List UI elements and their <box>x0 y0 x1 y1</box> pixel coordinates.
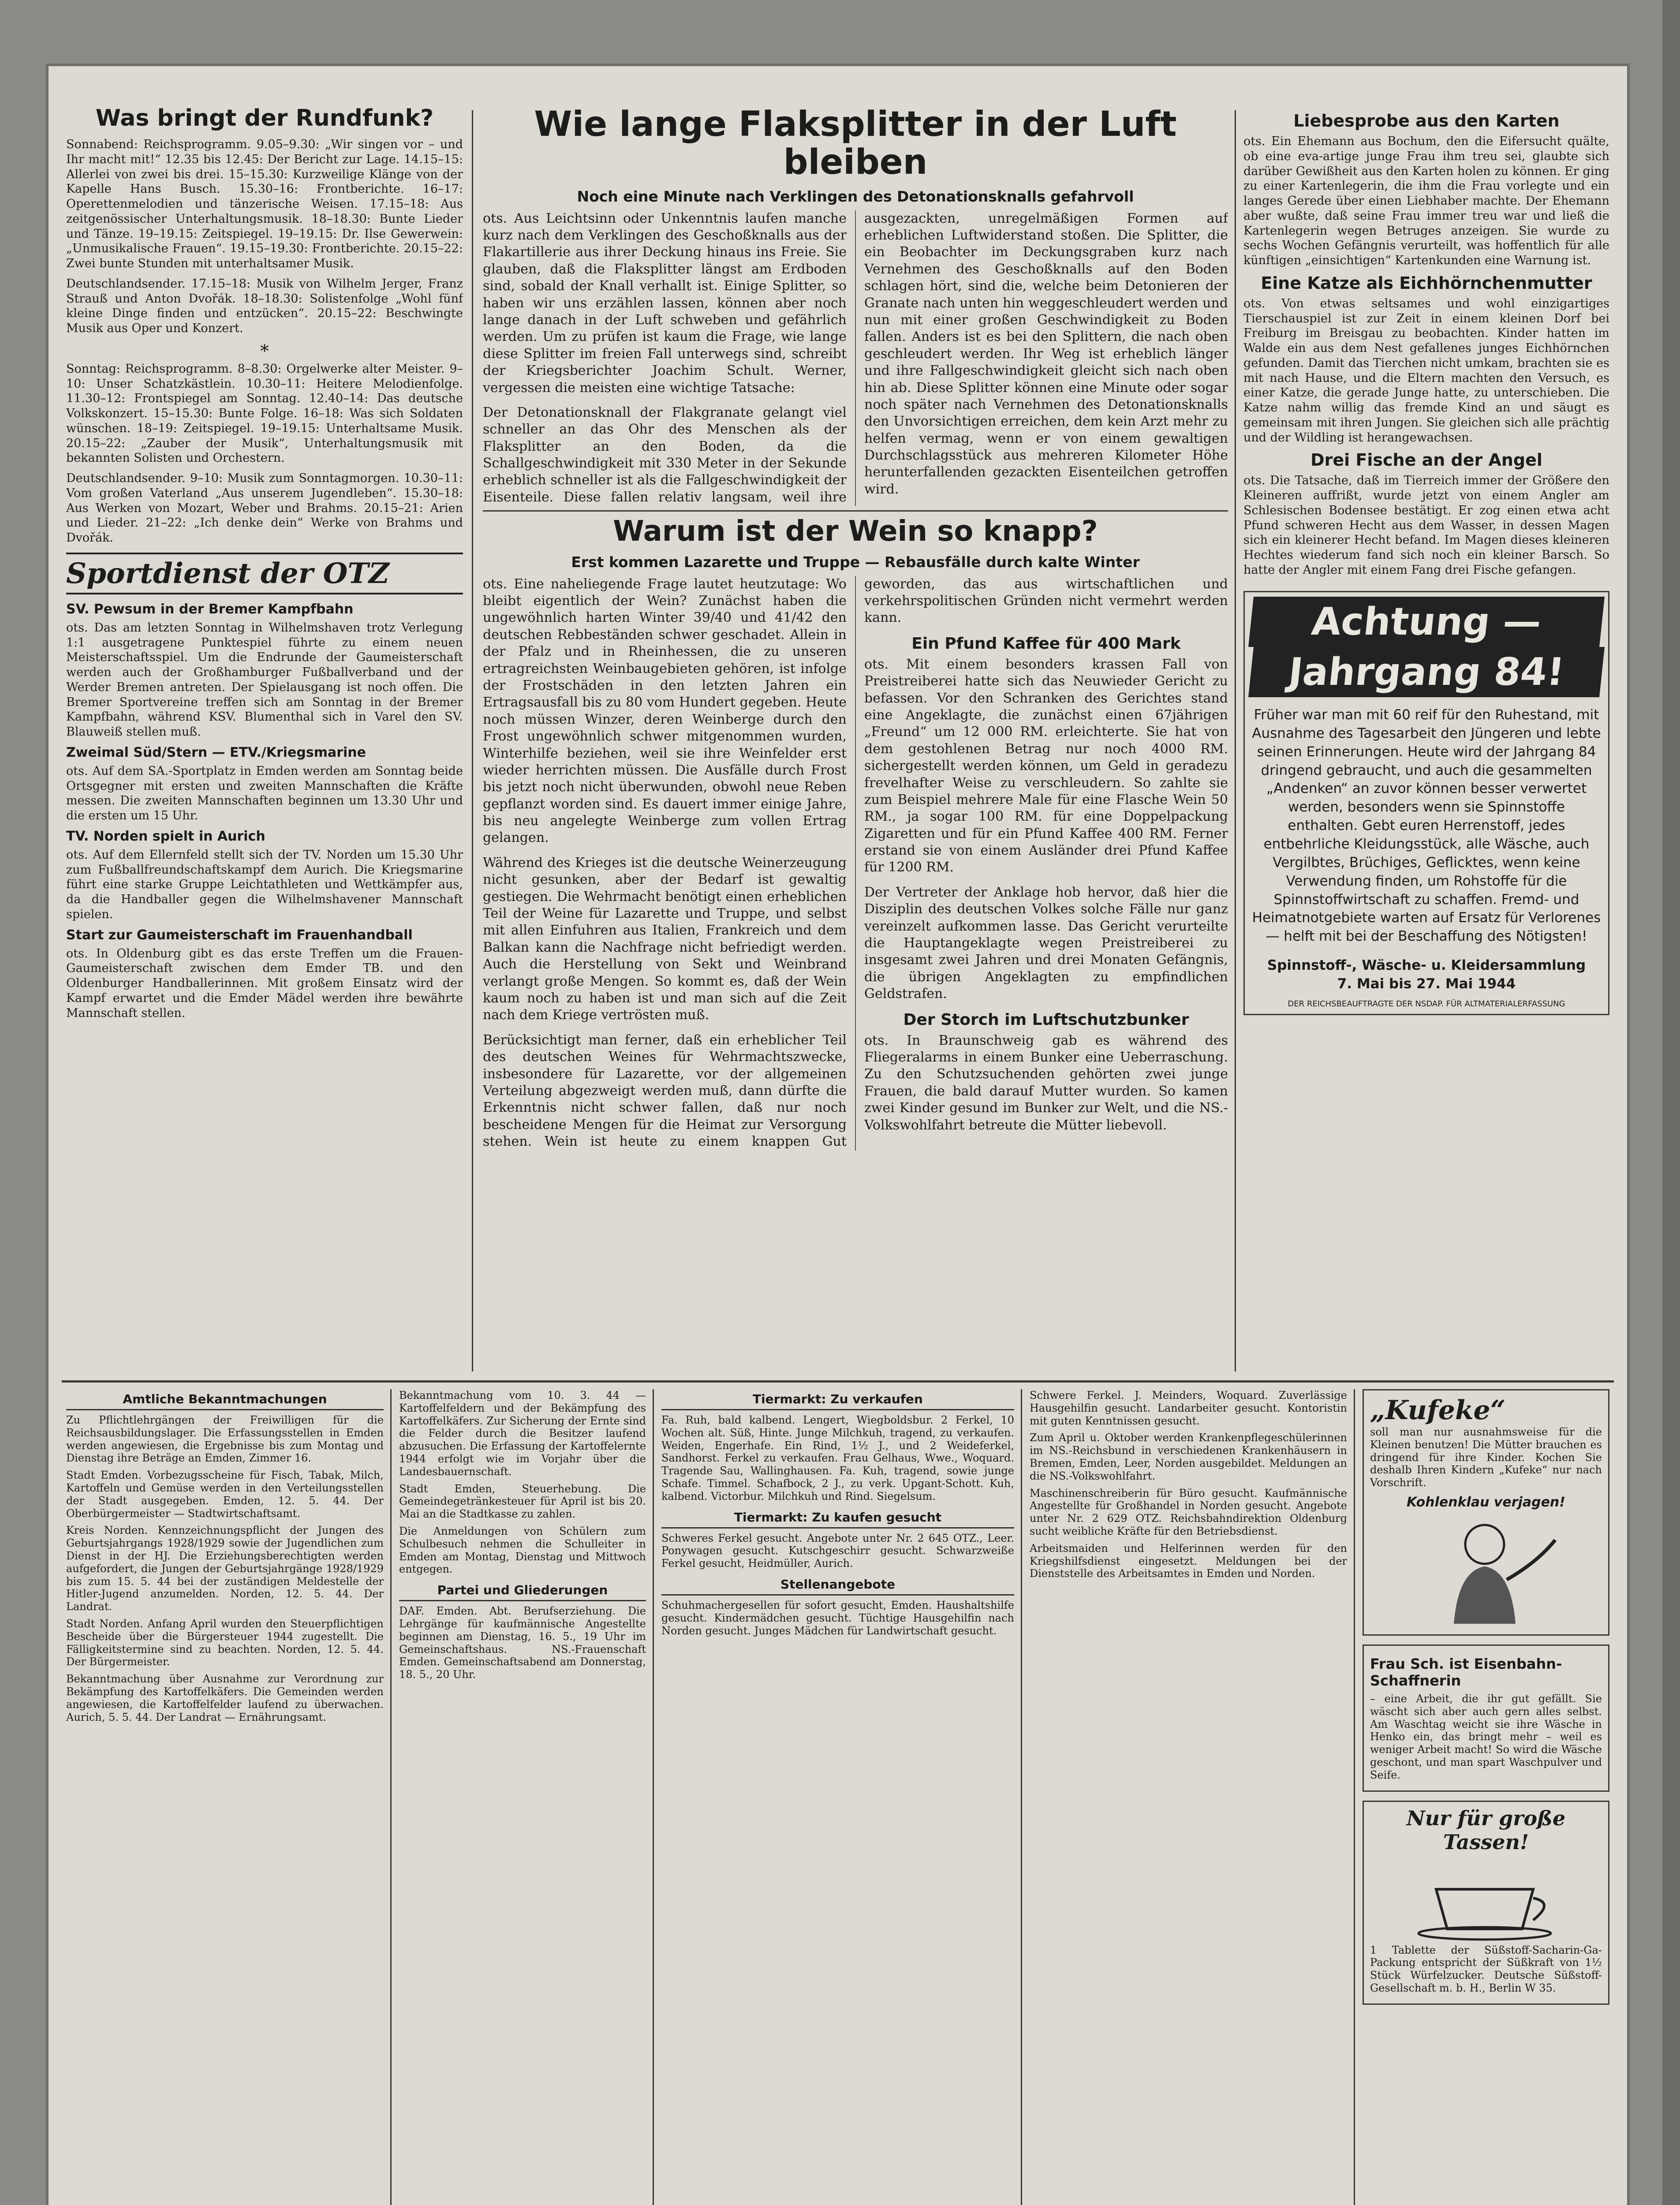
separator-star: * <box>260 341 269 362</box>
wein-paragraph: ots. Eine naheliegende Frage lautet heutzutage: Wo bleibt eigentlich der Wein? Zunächst haben die ungewöhnlich harten Winter 39/40 und 41/42 den deutschen Rebbeständen schwer geschadet. Allein in der Pfalz und in Rheinhessen, die zu unseren ertragreichsten Weinbaugebieten gehören, ist infolge der Frostschäden in den letzten Jahren ein Ertragsausfall bis zu 80 vom Hundert gegeben. Heute noch müssen Winzer, deren Weinberge durch den Frost ungewöhnlich schwer mitgenommen wurden, Winterhilfe beziehen, weil sie ihre Weinfelder erst wieder herrichten müssen. Die Ausfälle durch Frost bis jetzt noch nicht überwunden, obwohl neue Reben gepflanzt worden sind. Es dauert immer einige Jahre, bis neu angelegte Weinberge zum vollen Ertrag gelangen. <box>483 576 847 846</box>
flak-paragraph: Der Detonationsknall der Flakgranate gelangt viel schneller an das Ohr des Menschen als der Flaksplitter an den Boden, da die Schallgeschwindigkeit mit 330 Meter in der Sekunde erheblich schneller ist als die Fallgeschwindigkeit der Eisenteile. Diese fallen relativ langsam, weil ihre ausgezackten, unregelmäßigen Formen auf erheblichen Luftwiderstand stoßen. Die Splitter, die ein Beobachter im Deckungsgraben kurz nach Vernehmen des Geschoßknalls auf den Boden schlagen hört, sind die, welche beim Detonieren der Granate nach unten hin weggeschleudert werden und nun mit einer großen Geschwindigkeit zu Boden fallen. Anders ist es bei den Splittern, die nach oben geschleudert werden. Ihr Weg ist erheblich länger und ihre Fallgeschwindigkeit gleicht sich nach oben hin ab. Diese Splitter können eine Minute oder sogar noch später nach Vernehmen des Detonationsknalls den Unvorsichtigen erreichen, dem kein Arzt mehr zu helfen vermag, wenn er von einem gewaltigen Durchschlagsstück aus mehreren Kilometer Höhe herunterfallenden gezackten Eisenteilchen getroffen wird. <box>483 210 1228 505</box>
cup-illustration-icon <box>1370 1854 1599 1942</box>
wein-headline: Warum ist der Wein so knapp? <box>613 515 1098 548</box>
stellen-header: Stellenangebote <box>661 1574 1014 1596</box>
tiermarkt-header: Tiermarkt: Zu verkaufen <box>661 1389 1014 1410</box>
lower-columns <box>483 516 1228 1150</box>
stellen-paragraph: Schwere Ferkel. J. Meinders, Woquard. Zuverlässige Hausgehilfin gesucht. Landarbeiter gesucht. Kontoristin mit guten Kenntnissen gesucht. <box>1030 1389 1347 1427</box>
sport-heading: TV. Norden spielt in Aurich <box>66 828 265 844</box>
woman-illustration-icon <box>1370 1514 1599 1628</box>
kaffee-headline: Ein Pfund Kaffee für 400 Mark <box>911 634 1181 653</box>
stellen-paragraph: Arbeitsmaiden und Helferinnen werden für den Kriegshilfsdienst eingesetzt. Meldungen bei der Dienststelle des Arbeitsamtes in Emden und Norden. <box>1030 1542 1347 1580</box>
henko-text: – eine Arbeit, die ihr gut gefällt. Sie wäscht sich aber auch gern alles selbst. Am Waschtag weicht sie ihre Wäsche in Henko ein, das bringt mehr – weil es weniger Arbeit macht! So wird die Wäsche geschont, und man spart Waschpulver und Seife. <box>1370 1692 1602 1781</box>
amtlich2-paragraph: Stadt Emden, Steuerhebung. Die Gemeindegetränkesteuer für April ist bis 20. Mai an die Stadtkasse zu zahlen. <box>399 1482 646 1521</box>
kaffee-paragraph: Der Vertreter der Anklage hob hervor, daß hier die Disziplin des deutschen Volkes solche Fälle nur ganz vereinzelt aufkommen lasse. Das Gericht verurteilte die Hauptangeklagte wegen Preistreiberei zu insgesamt zwei Jahren und drei Monaten Gefängnis, die übrigen Angeklagten zu empfindlichen Geldstrafen. <box>864 884 1228 1002</box>
sport-heading: Zweimal Süd/Stern — ETV./Kriegsmarine <box>66 744 366 760</box>
radio-headline: Was bringt der Rundfunk? <box>95 106 434 131</box>
kufeke-slogan: Kohlenklau verjagen! <box>1407 1494 1565 1510</box>
column-ads <box>1363 1389 1609 2205</box>
amtlich-paragraph: Stadt Emden. Vorbezugsscheine für Fisch, Tabak, Milch, Kartoffeln und Gemüse werden in den Verteilungsstellen der Stadt ausgegeben. Emden, 12. 5. 44. Der Oberbürgermeister — Stadtwirtschaftsamt. <box>66 1469 384 1520</box>
stellen-paragraph: Maschinenschreiberin für Büro gesucht. Kaufmännische Angestellte für Großhandel in Norden gesucht. Angebote unter Nr. 2 629 OTZ. Reichsbahndirektion Oldenburg sucht weibliche Kräfte für den Betriebsdienst. <box>1030 1487 1347 1537</box>
column-radio-sport <box>66 106 463 1398</box>
ad-suessstoff <box>1363 1801 1609 2005</box>
ad-henko <box>1363 1644 1609 1792</box>
ad-dates: 7. Mai bis 27. Mai 1944 <box>1337 975 1516 992</box>
sport-paragraph: ots. Das am letzten Sonntag in Wilhelmshaven trotz Verlegung 1:1 ausgetragene Punktespiel führte zu einem neuen Meisterschaftsspiel. Um die Endrunde der Gaumeisterschaft werden auch der Großhamburger Fußballverband und der Werder Bremen antreten. Der Spielausgang ist noch offen. Die Bremer Sportvereine treffen sich am Sonntag in der Bremer Kampfbahn, während KSV. Blumenthal sich in Varel den SV. Blauweiß stellen muß. <box>66 620 463 739</box>
sport-heading: SV. Pewsum in der Bremer Kampfbahn <box>66 601 354 617</box>
ad-achtung <box>1243 591 1609 1016</box>
tiermarkt-paragraph: Fa. Ruh, bald kalbend. Lengert, Wiegboldsbur. 2 Ferkel, 10 Wochen alt. Süß, Hinte. Junge Milchkuh, tragend, zu verkaufen. Weiden, Engerhafe. Ein Rind, 1½ J., und 2 Weideferkel, Sandhorst. Ferkel zu verkaufen. Frau Gelhaus, Wwe., Woquard. Tragende Sau, Wallinghausen. Fa. Kuh, tragend, sowie junge Schafe. Timmel. Schafbock, 2 J., zu verk. Upgant-Schott. Kuh, kalbend. Victorbur. Milchkuh und Rind. Siegelsum. <box>661 1414 1014 1502</box>
page-edge <box>1662 0 1680 2205</box>
column-rule <box>1021 1389 1022 2205</box>
stellen-paragraph: Schuhmachergesellen für sofort gesucht, Emden. Haushaltshilfe gesucht. Kindermädchen gesucht. Tüchtige Hausgehilfin nach Norden gesucht. Junges Mädchen für Landwirtschaft gesucht. <box>661 1599 1014 1637</box>
tassen-text: 1 Tablette der Süßstoff-Sacharin-Ga-Packung entspricht der Süßkraft von 1½ Stück Würfelzucker. Deutsche Süßstoff-Gesellschaft m. b. H., Berlin W 35. <box>1370 1943 1602 1994</box>
column-amtlich-2 <box>399 1389 646 2205</box>
amtlich2-paragraph: Die Anmeldungen von Schülern zum Schulbesuch nehmen die Schulleiter in Emden am Montag, Dienstag und Mittwoch entgegen. <box>399 1525 646 1576</box>
radio-paragraph: Deutschlandsender. 9–10: Musik zum Sonntagmorgen. 10.30–11: Vom großen Vaterland „Aus unserem Jugendleben“. 15.30–18: Aus Werken von Mozart, Weber und Brahms. 20.15–21: Arien und Lieder. 21–22: „Ich denke dein“ Werke von Brahms und Dvořák. <box>66 471 463 545</box>
column-stellen <box>1030 1389 1347 2205</box>
tiermarkt-paragraph: Schweres Ferkel gesucht. Angebote unter Nr. 2 645 OTZ., Leer. Ponywagen gesucht. Kutschgeschirr gesucht. Schwarzweiße Ferkel gesucht, Heidmüller, Aurich. <box>661 1532 1014 1570</box>
fische-headline: Drei Fische an der Angel <box>1310 450 1542 470</box>
ad-footer: DER REICHSBEAUFTRAGTE DER NSDAP. FÜR ALTMATERIALERFASSUNG <box>1288 999 1565 1009</box>
ad-achtung-text: Früher war man mit 60 reif für den Ruhestand, mit Ausnahme des Tagesarbeit den Jüngeren und lebte seinen Erinnerungen. Heute wird der Jahrgang 84 dringend gebraucht, und auch die gesammelten „Andenken“ an zuvor können besser verwertet werden, besonders wenn sie Spinnstoffe enthalten. Gebt euren Herrenstoff, jedes entbehrliche Kleidungsstück, alle Wäsche, auch Vergilbtes, Brüchiges, Geflicktes, wenn keine Verwendung finden, um Rohstoffe für die Spinnstoffwirtschaft zu schaffen. Fremd- und Heimatnotgebiete warten auf Ersatz für Verlorenes — helft mit bei der Beschaffung des Nötigsten! <box>1252 707 1601 945</box>
kufeke-logo: „Kufeke“ <box>1370 1395 1506 1426</box>
amtlich2-paragraph: Bekanntmachung vom 10. 3. 44 — Kartoffelfeldern und der Bekämpfung des Kartoffelkäfers. Zur Sicherung der Ernte sind die Felder durch die Besitzer laufend abzusuchen. Die Erfassung der Kartoffelernte 1944 erfolgt wie im Vorjahr über die Landesbauernschaft. <box>399 1389 646 1478</box>
amtlich-paragraph: Bekanntmachung über Ausnahme zur Verordnung zur Bekämpfung des Kartoffelkäfers. Die Gemeinden werden angewiesen, die Kartoffelfelder laufend zu überwachen. Aurich, 5. 5. 44. Der Landrat — Ernährungsamt. <box>66 1673 384 1723</box>
fische-paragraph: ots. Die Tatsache, daß im Tierreich immer der Größere den Kleineren auffrißt, wurde jetzt von einem Angler am Schlesischen Bodensee bestätigt. Er zog einen etwa acht Pfund schweren Hecht aus dem Wasser, in dessen Magen sich ein kleinerer Hecht befand. Im Magen dieses kleineren Hechtes wiederum fand sich noch ein kleiner Barsch. So hatte der Angler mit einem Fang drei Fische gefangen. <box>1243 474 1609 577</box>
sport-paragraph: ots. Auf dem Ellernfeld stellt sich der TV. Norden um 15.30 Uhr zum Fußballfreundschaftskampf dem Aurich. Die Kriegsmarine führt eine starke Gruppe Leichtathleten und Wettkämpfer aus, da die Handballer gegen die Wilhelmshavener Mannschaft spielen. <box>66 848 463 921</box>
wein-paragraph: Berücksichtigt man ferner, daß ein erheblicher Teil des deutschen Weines für Wehrmachtszwecke, insbesondere für Lazarette, vor der allgemeinen Verteilung abgezweigt werden muß, dann dürfte die Erkenntnis nicht schwer fallen, daß nur noch bescheidene Mengen für die Heimat zur Versorgung stehen. Wein ist heute zu einem knappen Gut geworden, das aus wirtschaftlichen und verkehrspolitischen Gründen nicht vermehrt werden kann. <box>483 576 1228 1150</box>
henko-title: Frau Sch. ist Eisenbahn-Schaffnerin <box>1370 1655 1562 1689</box>
katze-headline: Eine Katze als Eichhörnchenmutter <box>1261 273 1592 293</box>
column-rule <box>472 110 473 1372</box>
liebe-headline: Liebesprobe aus den Karten <box>1293 111 1560 131</box>
column-rule <box>1235 110 1236 1372</box>
tiermarkt-gesucht-header: Tiermarkt: Zu kaufen gesucht <box>661 1507 1014 1529</box>
radio-paragraph: Deutschlandsender. 17.15–18: Musik von Wilhelm Jerger, Franz Strauß und Anton Dvořák. 18–18.30: Solistenfolge „Wohl fünf kleine Dinge finden und entzücken“. 20.15–22: Beschwingte Musik aus Oper und Konzert. <box>66 277 463 336</box>
partei-header: Partei und Gliederungen <box>399 1580 646 1601</box>
column-right <box>1243 106 1609 1385</box>
flak-columns <box>483 210 1228 506</box>
newspaper-page <box>49 66 1627 2205</box>
flak-paragraph: ots. Aus Leichtsinn oder Unkenntnis laufen manche kurz nach dem Verklingen des Geschoßknalls aus der Flakartillerie aus ihrer Deckung hinaus ins Freie. Sie glauben, daß die Flaksplitter längst am Erdboden sind, sobald der Knall verhallt ist. Einige Splitter, so haben wir uns erzählen lassen, können aber noch lange danach in der Luft schweben und gefährlich werden. Um zu prüfen ist kaum die Frage, wie lange diese Splitter im freien Fall unterwegs sind, schreibt der Kriegsberichter Joachim Schult. Werner, vergessen die meisten eine wichtige Tatsache: <box>483 210 847 396</box>
section-rule <box>483 510 1228 512</box>
ad-sammlung: Spinnstoff-, Wäsche- u. Kleidersammlung <box>1267 957 1586 974</box>
sport-paragraph: ots. Auf dem SA.-Sportplatz in Emden werden am Sonntag beide Ortsgegner mit ersten und zweiten Mannschaften die Kräfte messen. Die zweiten Mannschaften beginnen um 13.30 Uhr und die ersten um 15 Uhr. <box>66 764 463 823</box>
partei-paragraph: DAF. Emden. Abt. Berufserziehung. Die Lehrgänge für kaufmännische Angestellte beginnen am Dienstag, 16. 5., 19 Uhr im Gemeinschaftshaus. NS.-Frauenschaft Emden. Gemeinschaftsabend am Donnerstag, 18. 5., 20 Uhr. <box>399 1605 646 1681</box>
column-rule <box>1354 1389 1355 2205</box>
kaffee-paragraph: ots. Mit einem besonders krassen Fall von Preistreiberei hatte sich das Neuwieder Gericht zu befassen. Vor den Schranken des Gerichtes stand eine Angeklagte, die zunächst einen 67jährigen „Freund“ um 12 000 RM. erleichterte. Sie hat von dem gestohlenen Betrag nur noch 4000 RM. sichergestellt werden können, um Geld in geradezu frevelhafter Weise zu verschleudern. So zahlte sie zum Beispiel mehrere Male für eine Flasche Wein 50 RM., ja sogar 100 RM. für eine Doppelpackung Zigaretten und für ein Pfund Kaffee 400 RM. Ferner erstand sie von einem Ausländer drei Pfund Kaffee für 1200 RM. <box>864 656 1228 875</box>
storch-paragraph: ots. In Braunschweig gab es während des Fliegeralarms in einem Bunker eine Ueberraschung. Zu den Schutzsuchenden gehörten zwei junge Frauen, die bald darauf Mutter wurden. So kamen zwei Kinder gesund im Bunker zur Welt, und die NS.-Volkswohlfahrt betreute die Mütter liebevoll. <box>864 1032 1228 1133</box>
tassen-title: Nur für große Tassen! <box>1406 1806 1566 1854</box>
flak-subtitle: Noch eine Minute nach Verklingen des Detonationsknalls gefahrvoll <box>577 187 1134 205</box>
column-tiermarkt <box>661 1389 1014 2205</box>
wein-subtitle: Erst kommen Lazarette und Truppe — Rebausfälle durch kalte Winter <box>571 553 1140 571</box>
column-rule <box>653 1389 654 2205</box>
amtlich-header: Amtliche Bekanntmachungen <box>66 1389 384 1410</box>
amtlich-paragraph: Kreis Norden. Kennzeichnungspflicht der Jungen des Geburtsjahrgangs 1928/1929 sowie der Jugendlichen zum Dienst in der HJ. Die Erziehungsberechtigten werden aufgefordert, die Jungen der Geburtsjahrgänge 1928/1929 bis zum 15. 5. 44 bei der zuständigen Meldestelle der Hitler-Jugend anzumelden. Norden, 12. 5. 44. Der Landrat. <box>66 1524 384 1613</box>
amtlich-paragraph: Zu Pflichtlehrgängen der Freiwilligen für die Reichsausbildungslager. Die Erfassungsstellen in Emden werden angewiesen, die Ergebnisse bis zum Montag und Dienstag ihre Beträge an Emden, Zimmer 16. <box>66 1414 384 1465</box>
radio-paragraph: Sonnabend: Reichsprogramm. 9.05–9.30: „Wir singen vor – und Ihr macht mit!“ 12.35 bis 12.45: Der Bericht zur Lage. 14.15–15: Allerlei von zwei bis drei. 15–15.30: Kurzweilige Klänge von der Kapelle Hans Busch. 15.30–16: Frontberichte. 16–17: Operettenmelodien und tänzerische Weisen. 17.15–18: Aus zeitgenössischer Unterhaltungsmusik. 18–18.30: Bunte Lieder und Tänze. 19–19.15: Zeitspiegel. 19–19.15: Dr. Ilse Gewerwein: „Unmusikalische Frauen“. 19.15–19.30: Frontberichte. 20.15–22: Zwei bunte Stunden mit unterhaltsamer Musik. <box>66 138 463 271</box>
wein-paragraph: Während des Krieges ist die deutsche Weinerzeugung nicht gesunken, aber der Bedarf ist gewaltig gestiegen. Die Wehrmacht benötigt einen erheblichen Teil der Weine für Lazarette und Truppe, und selbst mit allen Einfuhren aus Italien, Frankreich und dem Balkan kann die Nachfrage nicht befriedigt werden. Auch die Herstellung von Sekt und Weinbrand verlangt große Mengen. So kommt es, daß der Wein kaum noch zu haben ist und man sich auf die Zeit nach dem Kriege vertrösten muß. <box>483 855 847 1023</box>
column-amtlich <box>66 1389 384 2205</box>
ad-kufeke <box>1363 1389 1609 1636</box>
liebe-paragraph: ots. Ein Ehemann aus Bochum, den die Eifersucht quälte, ob eine eva-artige junge Frau ihm treu sei, glaubte sich darüber Gewißheit aus den Karten holen zu können. Er ging zu einer Kartenlegerin, die ihm die Frau vorlegte und ein langes Gerede über einen Liebhaber machte. Der Ehemann aber wußte, daß seine Frau immer treu war und ließ die Kartenlegerin wegen Betruges anzeigen. Sie wurde zu sechs Wochen Gefängnis verurteilt, was hoffentlich für alle künftigen „einsichtigen“ Kartenkunden eine Warnung ist. <box>1243 135 1609 267</box>
katze-paragraph: ots. Von etwas seltsames und wohl einzigartiges Tierschauspiel ist zur Zeit in einem kleinen Dorf bei Freiburg im Breisgau zu beobachten. Kinder hatten im Walde ein aus dem Nest gefallenes junges Eichhörnchen gefunden. Damit das Tierchen nicht umkam, brachten sie es mit nach Hause, und die Eltern machten den Versuch, es einer Katze, die gerade Junge hatte, zu unterschieben. Die Katze nahm willig das fremde Kind an und säugt es gemeinsam mit ihren Jungen. Sie gleichen sich alle prächtig und der Wildling ist herangewachsen. <box>1243 296 1609 445</box>
radio-paragraph: Sonntag: Reichsprogramm. 8–8.30: Orgelwerke alter Meister. 9–10: Unser Schatzkästlein. 10.30–11: Heitere Melodienfolge. 11.30–12: Frontspiegel am Sonntag. 12.40–14: Das deutsche Volkskonzert. 15–15.30: Bunte Folge. 16–18: Was sich Soldaten wünschen. 18–19: Zeitspiegel. 19–19.15: Unterhaltsame Musik. 20.15–22: „Zauber der Musik“, Unterhaltungsmusik mit bekannten Solisten und Orchestern. <box>66 362 463 465</box>
ad-achtung-title-1: Achtung — <box>1248 597 1605 647</box>
storch-headline: Der Storch im Luftschutzbunker <box>903 1010 1189 1029</box>
sport-heading: Start zur Gaumeisterschaft im Frauenhandball <box>66 927 413 943</box>
column-rule <box>390 1389 392 2205</box>
sport-paragraph: ots. In Oldenburg gibt es das erste Treffen um die Frauen-Gaumeisterschaft zwischen dem Emder TB. und den Oldenburger Handballerinnen. Mit großem Einsatz wird der Kampf erwartet und die Emder Mädel werden ihre bewährte Mannschaft stellen. <box>66 946 463 1020</box>
sportdienst-banner: Sportdienst der OTZ <box>66 553 463 594</box>
ad-achtung-title-2: Jahrgang 84! <box>1248 647 1605 697</box>
kufeke-text: soll man nur ausnahmsweise für die Kleinen benutzen! Die Mütter brauchen es dringend für ihre Kinder. Kochen Sie deshalb Ihren Kindern „Kufeke“ nur nach Vorschrift. <box>1370 1426 1602 1489</box>
amtlich-paragraph: Stadt Norden. Anfang April wurden den Steuerpflichtigen Bescheide über die Bürgersteuer 1944 zugestellt. Die Fälligkeitstermine sind zu beachten. Norden, 12. 5. 44. Der Bürgermeister. <box>66 1617 384 1668</box>
stellen-paragraph: Zum April u. Oktober werden Krankenpflegeschülerinnen im NS.-Reichsbund in verschiedenen Krankenhäusern in Bremen, Emden, Leer, Norden ausgebildet. Meldungen an die NS.-Volkswohlfahrt. <box>1030 1431 1347 1482</box>
column-main <box>483 106 1228 1385</box>
flak-headline: Wie lange Flaksplitter in der Luft bleiben <box>534 106 1177 182</box>
page-section-rule <box>62 1380 1614 1383</box>
